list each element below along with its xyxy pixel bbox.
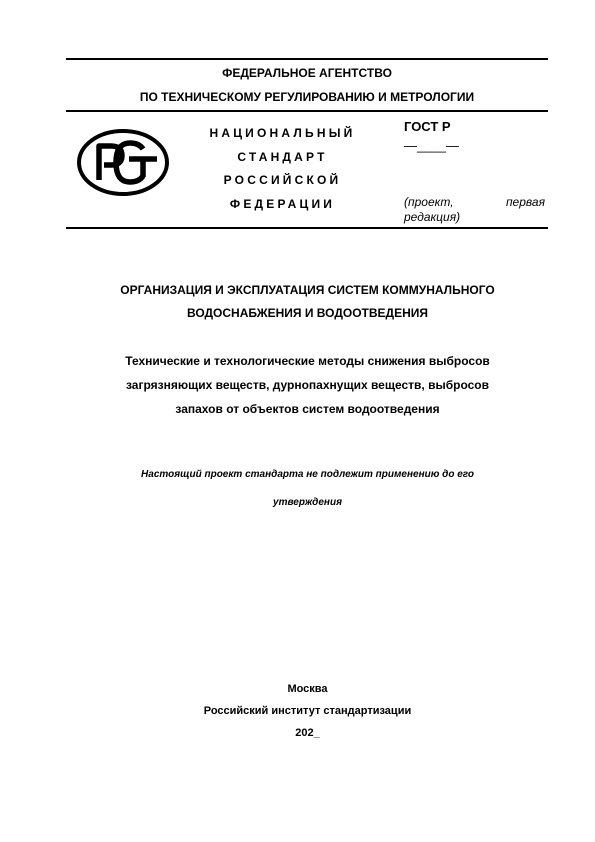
top-rule [66,58,548,60]
standard-type-line-1: НАЦИОНАЛЬНЫЙ [209,126,356,140]
title-line-1: ОРГАНИЗАЦИЯ И ЭКСПЛУАТАЦИЯ СИСТЕМ КОММУНАЛЬНОГО [120,283,495,297]
footer-city: Москва [287,683,328,695]
notice-line-2: утверждения [273,497,342,508]
header-rule [66,110,548,112]
subtitle-line-2: загрязняющих веществ, дурнопахнущих веществ, выбросов [125,378,490,392]
notice-line-1: Настоящий проект стандарта не подлежит применению до его [141,469,474,480]
draft-note-right: первая [505,195,545,209]
draft-note-line-1 [404,195,545,209]
title-line-2: ВОДОСНАБЖЕНИЯ И ВОДООТВЕДЕНИЯ [186,306,429,320]
agency-line-2: ПО ТЕХНИЧЕСКОМУ РЕГУЛИРОВАНИЮ И МЕТРОЛОГИИ [139,90,475,104]
draft-note-left: (проект, [404,195,454,209]
standard-type-line-2: СТАНДАРТ [237,150,328,164]
footer-year: 202_ [295,727,320,739]
draft-note-line-2: редакция) [404,210,461,224]
footer-publisher: Российский институт стандартизации [203,705,412,717]
subtitle-line-1: Технические и технологические методы снижения выбросов [125,354,490,368]
standard-type-line-3: РОССИЙСКОЙ [223,173,342,187]
subtitle-line-3: запахов от объектов систем водоотведения [175,402,440,416]
bottom-rule [66,227,548,229]
agency-line-1: ФЕДЕРАЛЬНОЕ АГЕНТСТВО [222,66,392,80]
rst-logo-icon [77,129,169,196]
gost-designation: ГОСТ Р [404,119,451,134]
gost-number: —____— [404,138,459,153]
standard-type-line-4: ФЕДЕРАЦИИ [229,197,336,211]
